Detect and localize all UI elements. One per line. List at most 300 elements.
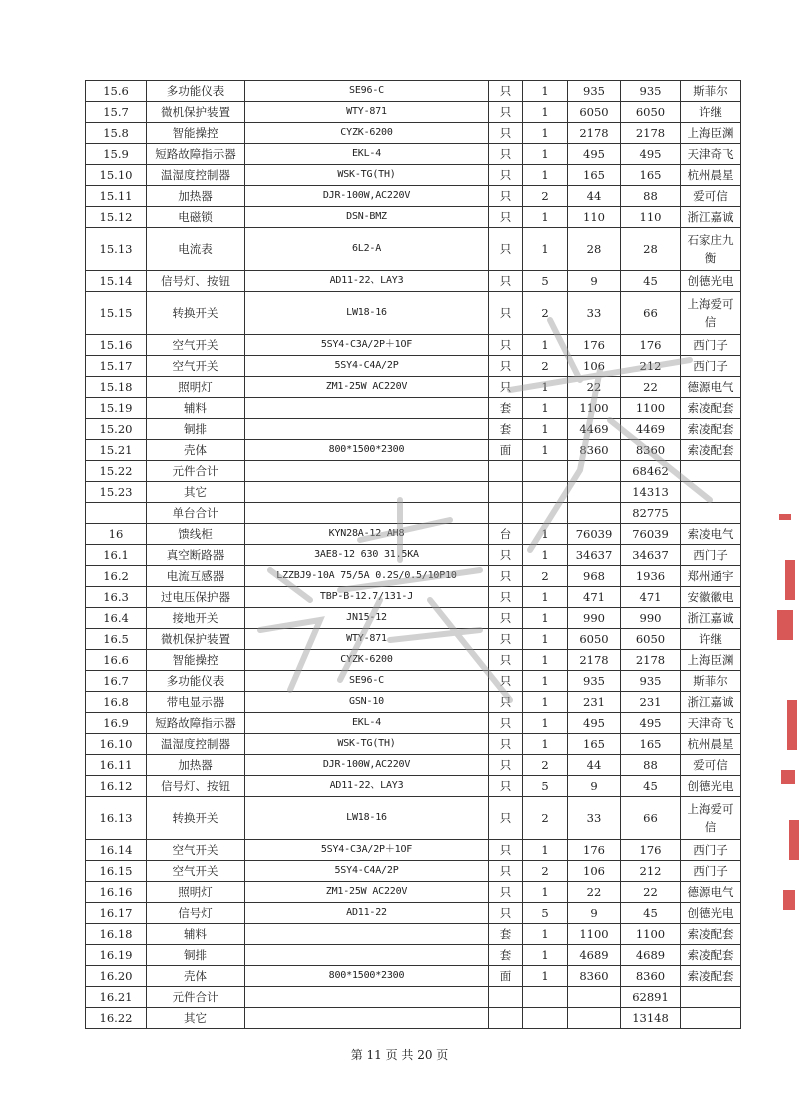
unit-cell: 只 bbox=[489, 356, 523, 377]
quantity-cell: 1 bbox=[523, 335, 568, 356]
table-row bbox=[86, 482, 741, 503]
unit-price-cell: 33 bbox=[568, 797, 621, 840]
unit-price-cell: 2178 bbox=[568, 650, 621, 671]
unit-cell: 只 bbox=[489, 650, 523, 671]
item-spec-cell bbox=[245, 503, 489, 524]
unit-price-cell: 6050 bbox=[568, 629, 621, 650]
table-row bbox=[86, 144, 741, 165]
quantity-cell: 1 bbox=[523, 629, 568, 650]
table-row bbox=[86, 228, 741, 271]
item-name-cell: 空气开关 bbox=[147, 356, 245, 377]
unit-price-cell: 28 bbox=[568, 228, 621, 271]
item-name-cell: 其它 bbox=[147, 1008, 245, 1029]
manufacturer-cell: 浙江嘉诚 bbox=[681, 207, 741, 228]
manufacturer-cell: 石家庄九衡 bbox=[681, 228, 741, 271]
table-row bbox=[86, 713, 741, 734]
total-price-cell: 88 bbox=[621, 755, 681, 776]
quantity-cell bbox=[523, 1008, 568, 1029]
item-number-cell: 15.12 bbox=[86, 207, 147, 228]
item-spec-cell: LW18-16 bbox=[245, 292, 489, 335]
total-price-cell: 2178 bbox=[621, 650, 681, 671]
item-spec-cell bbox=[245, 945, 489, 966]
quantity-cell: 5 bbox=[523, 776, 568, 797]
item-number-cell: 16.22 bbox=[86, 1008, 147, 1029]
item-name-cell: 加热器 bbox=[147, 186, 245, 207]
total-price-cell: 6050 bbox=[621, 629, 681, 650]
item-spec-cell: 5SY4-C3A/2P＋1OF bbox=[245, 335, 489, 356]
total-price-cell: 4689 bbox=[621, 945, 681, 966]
table-row bbox=[86, 461, 741, 482]
unit-cell: 只 bbox=[489, 102, 523, 123]
total-price-cell: 22 bbox=[621, 377, 681, 398]
quantity-cell: 1 bbox=[523, 545, 568, 566]
unit-price-cell: 22 bbox=[568, 377, 621, 398]
total-price-cell: 2178 bbox=[621, 123, 681, 144]
quantity-cell: 1 bbox=[523, 165, 568, 186]
unit-price-cell: 44 bbox=[568, 186, 621, 207]
unit-price-cell: 34637 bbox=[568, 545, 621, 566]
item-name-cell: 空气开关 bbox=[147, 335, 245, 356]
unit-cell: 只 bbox=[489, 545, 523, 566]
item-spec-cell: AD11-22、LAY3 bbox=[245, 776, 489, 797]
total-price-cell: 1100 bbox=[621, 398, 681, 419]
item-spec-cell bbox=[245, 419, 489, 440]
quantity-cell: 1 bbox=[523, 440, 568, 461]
item-name-cell: 元件合计 bbox=[147, 461, 245, 482]
item-number-cell: 15.9 bbox=[86, 144, 147, 165]
table-row bbox=[86, 587, 741, 608]
quantity-cell: 1 bbox=[523, 840, 568, 861]
unit-price-cell: 6050 bbox=[568, 102, 621, 123]
item-number-cell: 15.11 bbox=[86, 186, 147, 207]
total-price-cell: 34637 bbox=[621, 545, 681, 566]
item-spec-cell: KYN28A-12 AH8 bbox=[245, 524, 489, 545]
manufacturer-cell: 许继 bbox=[681, 629, 741, 650]
quantity-cell: 1 bbox=[523, 587, 568, 608]
unit-price-cell: 9 bbox=[568, 776, 621, 797]
unit-price-cell: 990 bbox=[568, 608, 621, 629]
unit-cell: 只 bbox=[489, 797, 523, 840]
item-name-cell: 智能操控 bbox=[147, 650, 245, 671]
unit-price-cell: 4689 bbox=[568, 945, 621, 966]
manufacturer-cell: 索凌电气 bbox=[681, 524, 741, 545]
quantity-cell: 5 bbox=[523, 903, 568, 924]
table-row bbox=[86, 566, 741, 587]
quantity-cell bbox=[523, 461, 568, 482]
page-number-footer: 第 11 页 共 20 页 bbox=[350, 1048, 449, 1062]
item-number-cell: 16.5 bbox=[86, 629, 147, 650]
unit-price-cell: 22 bbox=[568, 882, 621, 903]
unit-price-cell: 106 bbox=[568, 356, 621, 377]
quantity-cell: 2 bbox=[523, 861, 568, 882]
total-price-cell: 212 bbox=[621, 861, 681, 882]
manufacturer-cell: 上海爱可信 bbox=[681, 292, 741, 335]
quantity-cell: 2 bbox=[523, 755, 568, 776]
item-number-cell: 15.8 bbox=[86, 123, 147, 144]
item-name-cell: 接地开关 bbox=[147, 608, 245, 629]
quantity-cell: 5 bbox=[523, 271, 568, 292]
unit-cell: 只 bbox=[489, 587, 523, 608]
item-name-cell: 铜排 bbox=[147, 945, 245, 966]
unit-price-cell: 495 bbox=[568, 713, 621, 734]
table-row bbox=[86, 734, 741, 755]
unit-cell: 套 bbox=[489, 419, 523, 440]
manufacturer-cell: 杭州晨星 bbox=[681, 165, 741, 186]
item-name-cell: 空气开关 bbox=[147, 840, 245, 861]
item-number-cell: 16.13 bbox=[86, 797, 147, 840]
manufacturer-cell: 创德光电 bbox=[681, 903, 741, 924]
total-price-cell: 88 bbox=[621, 186, 681, 207]
item-name-cell: 微机保护装置 bbox=[147, 629, 245, 650]
quantity-cell: 1 bbox=[523, 671, 568, 692]
item-spec-cell: JN15-12 bbox=[245, 608, 489, 629]
manufacturer-cell: 爱可信 bbox=[681, 186, 741, 207]
table-row bbox=[86, 292, 741, 335]
item-name-cell: 照明灯 bbox=[147, 377, 245, 398]
item-name-cell: 电流互感器 bbox=[147, 566, 245, 587]
item-spec-cell: WSK-TG(TH) bbox=[245, 165, 489, 186]
total-price-cell: 4469 bbox=[621, 419, 681, 440]
manufacturer-cell: 斯菲尔 bbox=[681, 81, 741, 102]
item-name-cell: 带电显示器 bbox=[147, 692, 245, 713]
item-name-cell: 转换开关 bbox=[147, 292, 245, 335]
item-spec-cell: 800*1500*2300 bbox=[245, 966, 489, 987]
item-name-cell: 空气开关 bbox=[147, 861, 245, 882]
unit-cell: 套 bbox=[489, 945, 523, 966]
unit-price-cell: 9 bbox=[568, 271, 621, 292]
item-name-cell: 壳体 bbox=[147, 966, 245, 987]
unit-price-cell: 8360 bbox=[568, 966, 621, 987]
item-spec-cell: EKL-4 bbox=[245, 144, 489, 165]
unit-cell: 只 bbox=[489, 186, 523, 207]
bill-of-materials-table bbox=[85, 80, 741, 1029]
item-number-cell: 16.1 bbox=[86, 545, 147, 566]
quantity-cell bbox=[523, 503, 568, 524]
table-row bbox=[86, 186, 741, 207]
unit-cell: 套 bbox=[489, 398, 523, 419]
item-name-cell: 信号灯、按钮 bbox=[147, 776, 245, 797]
unit-price-cell: 1100 bbox=[568, 924, 621, 945]
item-name-cell: 真空断路器 bbox=[147, 545, 245, 566]
manufacturer-cell: 浙江嘉诚 bbox=[681, 692, 741, 713]
item-number-cell: 16.11 bbox=[86, 755, 147, 776]
item-number-cell: 15.20 bbox=[86, 419, 147, 440]
unit-cell: 只 bbox=[489, 840, 523, 861]
unit-cell bbox=[489, 987, 523, 1008]
item-number-cell: 16.20 bbox=[86, 966, 147, 987]
item-name-cell: 过电压保护器 bbox=[147, 587, 245, 608]
unit-cell: 只 bbox=[489, 608, 523, 629]
unit-price-cell: 44 bbox=[568, 755, 621, 776]
unit-cell bbox=[489, 482, 523, 503]
total-price-cell: 68462 bbox=[621, 461, 681, 482]
table-row bbox=[86, 524, 741, 545]
unit-price-cell: 495 bbox=[568, 144, 621, 165]
item-name-cell: 温湿度控制器 bbox=[147, 165, 245, 186]
table-row bbox=[86, 861, 741, 882]
quantity-cell: 2 bbox=[523, 356, 568, 377]
red-seal-stamp bbox=[765, 500, 799, 940]
item-name-cell: 照明灯 bbox=[147, 882, 245, 903]
total-price-cell: 935 bbox=[621, 81, 681, 102]
item-spec-cell: CYZK-6200 bbox=[245, 650, 489, 671]
item-spec-cell: WTY-871 bbox=[245, 629, 489, 650]
table-row bbox=[86, 692, 741, 713]
total-price-cell: 28 bbox=[621, 228, 681, 271]
unit-price-cell: 2178 bbox=[568, 123, 621, 144]
unit-price-cell bbox=[568, 1008, 621, 1029]
unit-cell: 面 bbox=[489, 440, 523, 461]
table-row bbox=[86, 840, 741, 861]
total-price-cell: 45 bbox=[621, 776, 681, 797]
unit-price-cell: 165 bbox=[568, 165, 621, 186]
item-number-cell: 15.19 bbox=[86, 398, 147, 419]
manufacturer-cell: 索凌配套 bbox=[681, 419, 741, 440]
quantity-cell: 1 bbox=[523, 650, 568, 671]
item-name-cell: 信号灯 bbox=[147, 903, 245, 924]
item-number-cell: 15.21 bbox=[86, 440, 147, 461]
table-row bbox=[86, 987, 741, 1008]
total-price-cell: 176 bbox=[621, 840, 681, 861]
item-name-cell: 短路故障指示器 bbox=[147, 144, 245, 165]
table-row bbox=[86, 271, 741, 292]
manufacturer-cell: 创德光电 bbox=[681, 776, 741, 797]
unit-cell: 台 bbox=[489, 524, 523, 545]
unit-cell: 只 bbox=[489, 566, 523, 587]
item-spec-cell: 6L2-A bbox=[245, 228, 489, 271]
table-row bbox=[86, 629, 741, 650]
quantity-cell: 1 bbox=[523, 692, 568, 713]
manufacturer-cell bbox=[681, 1008, 741, 1029]
table-row bbox=[86, 377, 741, 398]
item-number-cell: 16.19 bbox=[86, 945, 147, 966]
item-number-cell: 15.6 bbox=[86, 81, 147, 102]
table-row bbox=[86, 398, 741, 419]
item-number-cell: 16.18 bbox=[86, 924, 147, 945]
unit-price-cell bbox=[568, 461, 621, 482]
total-price-cell: 66 bbox=[621, 292, 681, 335]
manufacturer-cell: 郑州通宇 bbox=[681, 566, 741, 587]
total-price-cell: 1100 bbox=[621, 924, 681, 945]
table-row bbox=[86, 966, 741, 987]
item-spec-cell bbox=[245, 987, 489, 1008]
unit-cell: 只 bbox=[489, 692, 523, 713]
item-number-cell: 15.13 bbox=[86, 228, 147, 271]
quantity-cell: 1 bbox=[523, 524, 568, 545]
total-price-cell: 110 bbox=[621, 207, 681, 228]
table-row bbox=[86, 882, 741, 903]
item-name-cell: 短路故障指示器 bbox=[147, 713, 245, 734]
manufacturer-cell bbox=[681, 461, 741, 482]
unit-cell: 只 bbox=[489, 292, 523, 335]
quantity-cell: 1 bbox=[523, 398, 568, 419]
unit-price-cell: 33 bbox=[568, 292, 621, 335]
item-spec-cell: 5SY4-C4A/2P bbox=[245, 356, 489, 377]
unit-price-cell bbox=[568, 503, 621, 524]
quantity-cell bbox=[523, 482, 568, 503]
quantity-cell: 2 bbox=[523, 186, 568, 207]
item-name-cell: 辅料 bbox=[147, 398, 245, 419]
manufacturer-cell bbox=[681, 503, 741, 524]
unit-cell: 只 bbox=[489, 882, 523, 903]
total-price-cell: 165 bbox=[621, 734, 681, 755]
unit-price-cell: 76039 bbox=[568, 524, 621, 545]
item-number-cell: 16.16 bbox=[86, 882, 147, 903]
item-number-cell: 16.14 bbox=[86, 840, 147, 861]
item-number-cell: 16.8 bbox=[86, 692, 147, 713]
table-row bbox=[86, 924, 741, 945]
total-price-cell: 76039 bbox=[621, 524, 681, 545]
table-row bbox=[86, 1008, 741, 1029]
table-body bbox=[86, 81, 741, 1029]
item-name-cell: 其它 bbox=[147, 482, 245, 503]
quantity-cell: 1 bbox=[523, 966, 568, 987]
item-spec-cell: TBP-B-12.7/131-J bbox=[245, 587, 489, 608]
manufacturer-cell: 德源电气 bbox=[681, 882, 741, 903]
item-name-cell: 智能操控 bbox=[147, 123, 245, 144]
item-spec-cell: AD11-22 bbox=[245, 903, 489, 924]
item-name-cell: 加热器 bbox=[147, 755, 245, 776]
total-price-cell: 62891 bbox=[621, 987, 681, 1008]
item-spec-cell: ZM1-25W AC220V bbox=[245, 882, 489, 903]
manufacturer-cell: 上海臣渊 bbox=[681, 650, 741, 671]
quantity-cell: 2 bbox=[523, 797, 568, 840]
item-number-cell: 16.10 bbox=[86, 734, 147, 755]
manufacturer-cell: 浙江嘉诚 bbox=[681, 608, 741, 629]
table-row bbox=[86, 123, 741, 144]
total-price-cell: 165 bbox=[621, 165, 681, 186]
item-name-cell: 壳体 bbox=[147, 440, 245, 461]
total-price-cell: 935 bbox=[621, 671, 681, 692]
item-name-cell: 多功能仪表 bbox=[147, 81, 245, 102]
unit-cell: 只 bbox=[489, 144, 523, 165]
item-name-cell: 温湿度控制器 bbox=[147, 734, 245, 755]
total-price-cell: 471 bbox=[621, 587, 681, 608]
quantity-cell: 1 bbox=[523, 882, 568, 903]
unit-price-cell bbox=[568, 987, 621, 1008]
unit-price-cell: 176 bbox=[568, 840, 621, 861]
manufacturer-cell: 索凌配套 bbox=[681, 924, 741, 945]
unit-cell: 面 bbox=[489, 966, 523, 987]
item-spec-cell: AD11-22、LAY3 bbox=[245, 271, 489, 292]
item-name-cell: 电磁锁 bbox=[147, 207, 245, 228]
total-price-cell: 1936 bbox=[621, 566, 681, 587]
manufacturer-cell: 西门子 bbox=[681, 861, 741, 882]
item-number-cell: 16.12 bbox=[86, 776, 147, 797]
table-row bbox=[86, 671, 741, 692]
quantity-cell: 1 bbox=[523, 144, 568, 165]
item-number-cell: 15.10 bbox=[86, 165, 147, 186]
table-row bbox=[86, 165, 741, 186]
manufacturer-cell: 西门子 bbox=[681, 356, 741, 377]
unit-cell: 只 bbox=[489, 228, 523, 271]
table-row bbox=[86, 945, 741, 966]
table-row bbox=[86, 797, 741, 840]
item-number-cell: 15.16 bbox=[86, 335, 147, 356]
item-name-cell: 辅料 bbox=[147, 924, 245, 945]
total-price-cell: 14313 bbox=[621, 482, 681, 503]
item-number-cell: 16.7 bbox=[86, 671, 147, 692]
manufacturer-cell: 许继 bbox=[681, 102, 741, 123]
total-price-cell: 82775 bbox=[621, 503, 681, 524]
item-name-cell: 元件合计 bbox=[147, 987, 245, 1008]
quantity-cell: 1 bbox=[523, 377, 568, 398]
item-number-cell: 16.6 bbox=[86, 650, 147, 671]
item-number-cell: 15.23 bbox=[86, 482, 147, 503]
manufacturer-cell: 杭州晨星 bbox=[681, 734, 741, 755]
unit-cell: 只 bbox=[489, 377, 523, 398]
table-row bbox=[86, 102, 741, 123]
unit-cell: 只 bbox=[489, 123, 523, 144]
quantity-cell: 1 bbox=[523, 945, 568, 966]
total-price-cell: 66 bbox=[621, 797, 681, 840]
item-spec-cell: DJR-100W,AC220V bbox=[245, 755, 489, 776]
unit-price-cell: 471 bbox=[568, 587, 621, 608]
unit-cell: 只 bbox=[489, 335, 523, 356]
item-spec-cell: SE96-C bbox=[245, 671, 489, 692]
unit-price-cell: 935 bbox=[568, 671, 621, 692]
item-number-cell: 16.15 bbox=[86, 861, 147, 882]
table-row bbox=[86, 356, 741, 377]
quantity-cell: 2 bbox=[523, 292, 568, 335]
item-spec-cell bbox=[245, 482, 489, 503]
unit-cell: 只 bbox=[489, 629, 523, 650]
quantity-cell: 1 bbox=[523, 419, 568, 440]
manufacturer-cell bbox=[681, 987, 741, 1008]
item-spec-cell: DSN-BMZ bbox=[245, 207, 489, 228]
item-name-cell: 信号灯、按钮 bbox=[147, 271, 245, 292]
unit-price-cell: 1100 bbox=[568, 398, 621, 419]
manufacturer-cell: 索凌配套 bbox=[681, 398, 741, 419]
unit-price-cell: 4469 bbox=[568, 419, 621, 440]
manufacturer-cell: 索凌配套 bbox=[681, 440, 741, 461]
quantity-cell bbox=[523, 987, 568, 1008]
unit-cell: 只 bbox=[489, 903, 523, 924]
item-spec-cell: SE96-C bbox=[245, 81, 489, 102]
manufacturer-cell: 创德光电 bbox=[681, 271, 741, 292]
unit-price-cell: 8360 bbox=[568, 440, 621, 461]
manufacturer-cell: 上海爱可信 bbox=[681, 797, 741, 840]
item-number-cell: 16.4 bbox=[86, 608, 147, 629]
total-price-cell: 6050 bbox=[621, 102, 681, 123]
total-price-cell: 990 bbox=[621, 608, 681, 629]
total-price-cell: 212 bbox=[621, 356, 681, 377]
item-spec-cell: DJR-100W,AC220V bbox=[245, 186, 489, 207]
table-row bbox=[86, 419, 741, 440]
item-number-cell: 16.3 bbox=[86, 587, 147, 608]
unit-price-cell bbox=[568, 482, 621, 503]
item-number-cell: 16.9 bbox=[86, 713, 147, 734]
item-name-cell: 电流表 bbox=[147, 228, 245, 271]
item-name-cell: 单台合计 bbox=[147, 503, 245, 524]
quantity-cell: 1 bbox=[523, 713, 568, 734]
item-spec-cell bbox=[245, 1008, 489, 1029]
unit-price-cell: 231 bbox=[568, 692, 621, 713]
item-spec-cell bbox=[245, 398, 489, 419]
unit-cell: 只 bbox=[489, 755, 523, 776]
manufacturer-cell: 西门子 bbox=[681, 335, 741, 356]
unit-price-cell: 176 bbox=[568, 335, 621, 356]
table-row bbox=[86, 650, 741, 671]
table-row bbox=[86, 335, 741, 356]
unit-price-cell: 968 bbox=[568, 566, 621, 587]
unit-cell bbox=[489, 503, 523, 524]
item-spec-cell: WTY-871 bbox=[245, 102, 489, 123]
total-price-cell: 231 bbox=[621, 692, 681, 713]
table-row bbox=[86, 903, 741, 924]
manufacturer-cell: 天津奇飞 bbox=[681, 713, 741, 734]
unit-cell: 只 bbox=[489, 165, 523, 186]
